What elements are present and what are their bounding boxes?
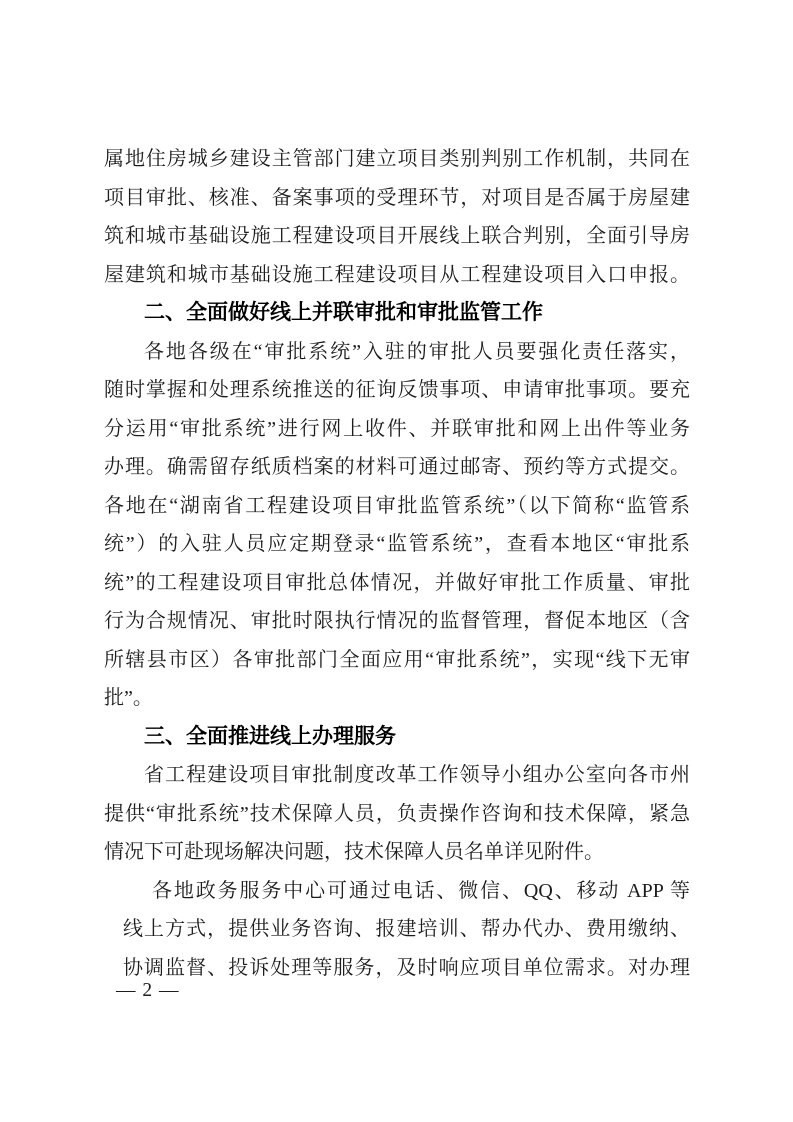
text-line: 协调监督、投诉处理等服务，及时响应项目单位需求。对办理 xyxy=(123,956,690,979)
text-line: 各地在“湖南省工程建设项目审批监管系统”（以下简称“监管系 xyxy=(104,494,690,517)
text-line: 二、全面做好线上并联审批和审批监管工作 xyxy=(144,301,543,324)
text-line: 屋建筑和城市基础设施工程建设项目从工程建设项目入口申报。 xyxy=(104,263,690,286)
document-body xyxy=(104,140,690,987)
text-line: 情况下可赴现场解决问题，技术保障人员名单详见附件。 xyxy=(104,841,604,863)
text-line: 各地各级在“审批系统”入驻的审批人员要强化责任落实， xyxy=(144,340,690,363)
paragraph xyxy=(104,756,690,872)
text-line: 属地住房城乡建设主管部门建立项目类别判别工作机制，共同在 xyxy=(104,148,690,170)
text-line: 三、全面推进线上办理服务 xyxy=(144,724,396,748)
paragraph xyxy=(104,333,690,718)
text-line: 省工程建设项目审批制度改革工作领导小组办公室向各市州 xyxy=(144,764,690,786)
text-line: 统”）的入驻人员应定期登录“监管系统”，查看本地区“审批系 xyxy=(104,533,690,555)
section-heading xyxy=(104,294,690,333)
text-line: 办理。确需留存纸质档案的材料可通过邮寄、预约等方式提交。 xyxy=(104,456,690,478)
text-line: 线上方式，提供业务咨询、报建培训、帮办代办、费用缴纳、 xyxy=(123,918,690,940)
text-line: 提供“审批系统”技术保障人员，负责操作咨询和技术保障，紧急 xyxy=(104,802,690,825)
text-line: 各地政务服务中心可通过电话、微信、QQ、移动 APP 等 xyxy=(152,879,690,902)
paragraph xyxy=(123,872,690,988)
text-line: 批”。 xyxy=(104,687,153,709)
paragraph xyxy=(104,140,690,294)
text-line: 随时掌握和处理系统推送的征询反馈事项、申请审批事项。要充 xyxy=(104,379,690,401)
page-number: — 2 — xyxy=(116,980,180,1001)
text-line: 分运用“审批系统”进行网上收件、并联审批和网上出件等业务 xyxy=(104,417,690,440)
text-line: 所辖县市区）各审批部门全面应用“审批系统”，实现“线下无审 xyxy=(104,648,690,671)
text-line: 行为合规情况、审批时限执行情况的监督管理，督促本地区（含 xyxy=(104,610,690,632)
section-heading xyxy=(104,718,690,757)
text-line: 统”的工程建设项目审批总体情况，并做好审批工作质量、审批 xyxy=(104,571,690,594)
text-line: 项目审批、核准、备案事项的受理环节，对项目是否属于房屋建 xyxy=(104,186,690,209)
text-line: 筑和城市基础设施工程建设项目开展线上联合判别，全面引导房 xyxy=(104,225,690,247)
